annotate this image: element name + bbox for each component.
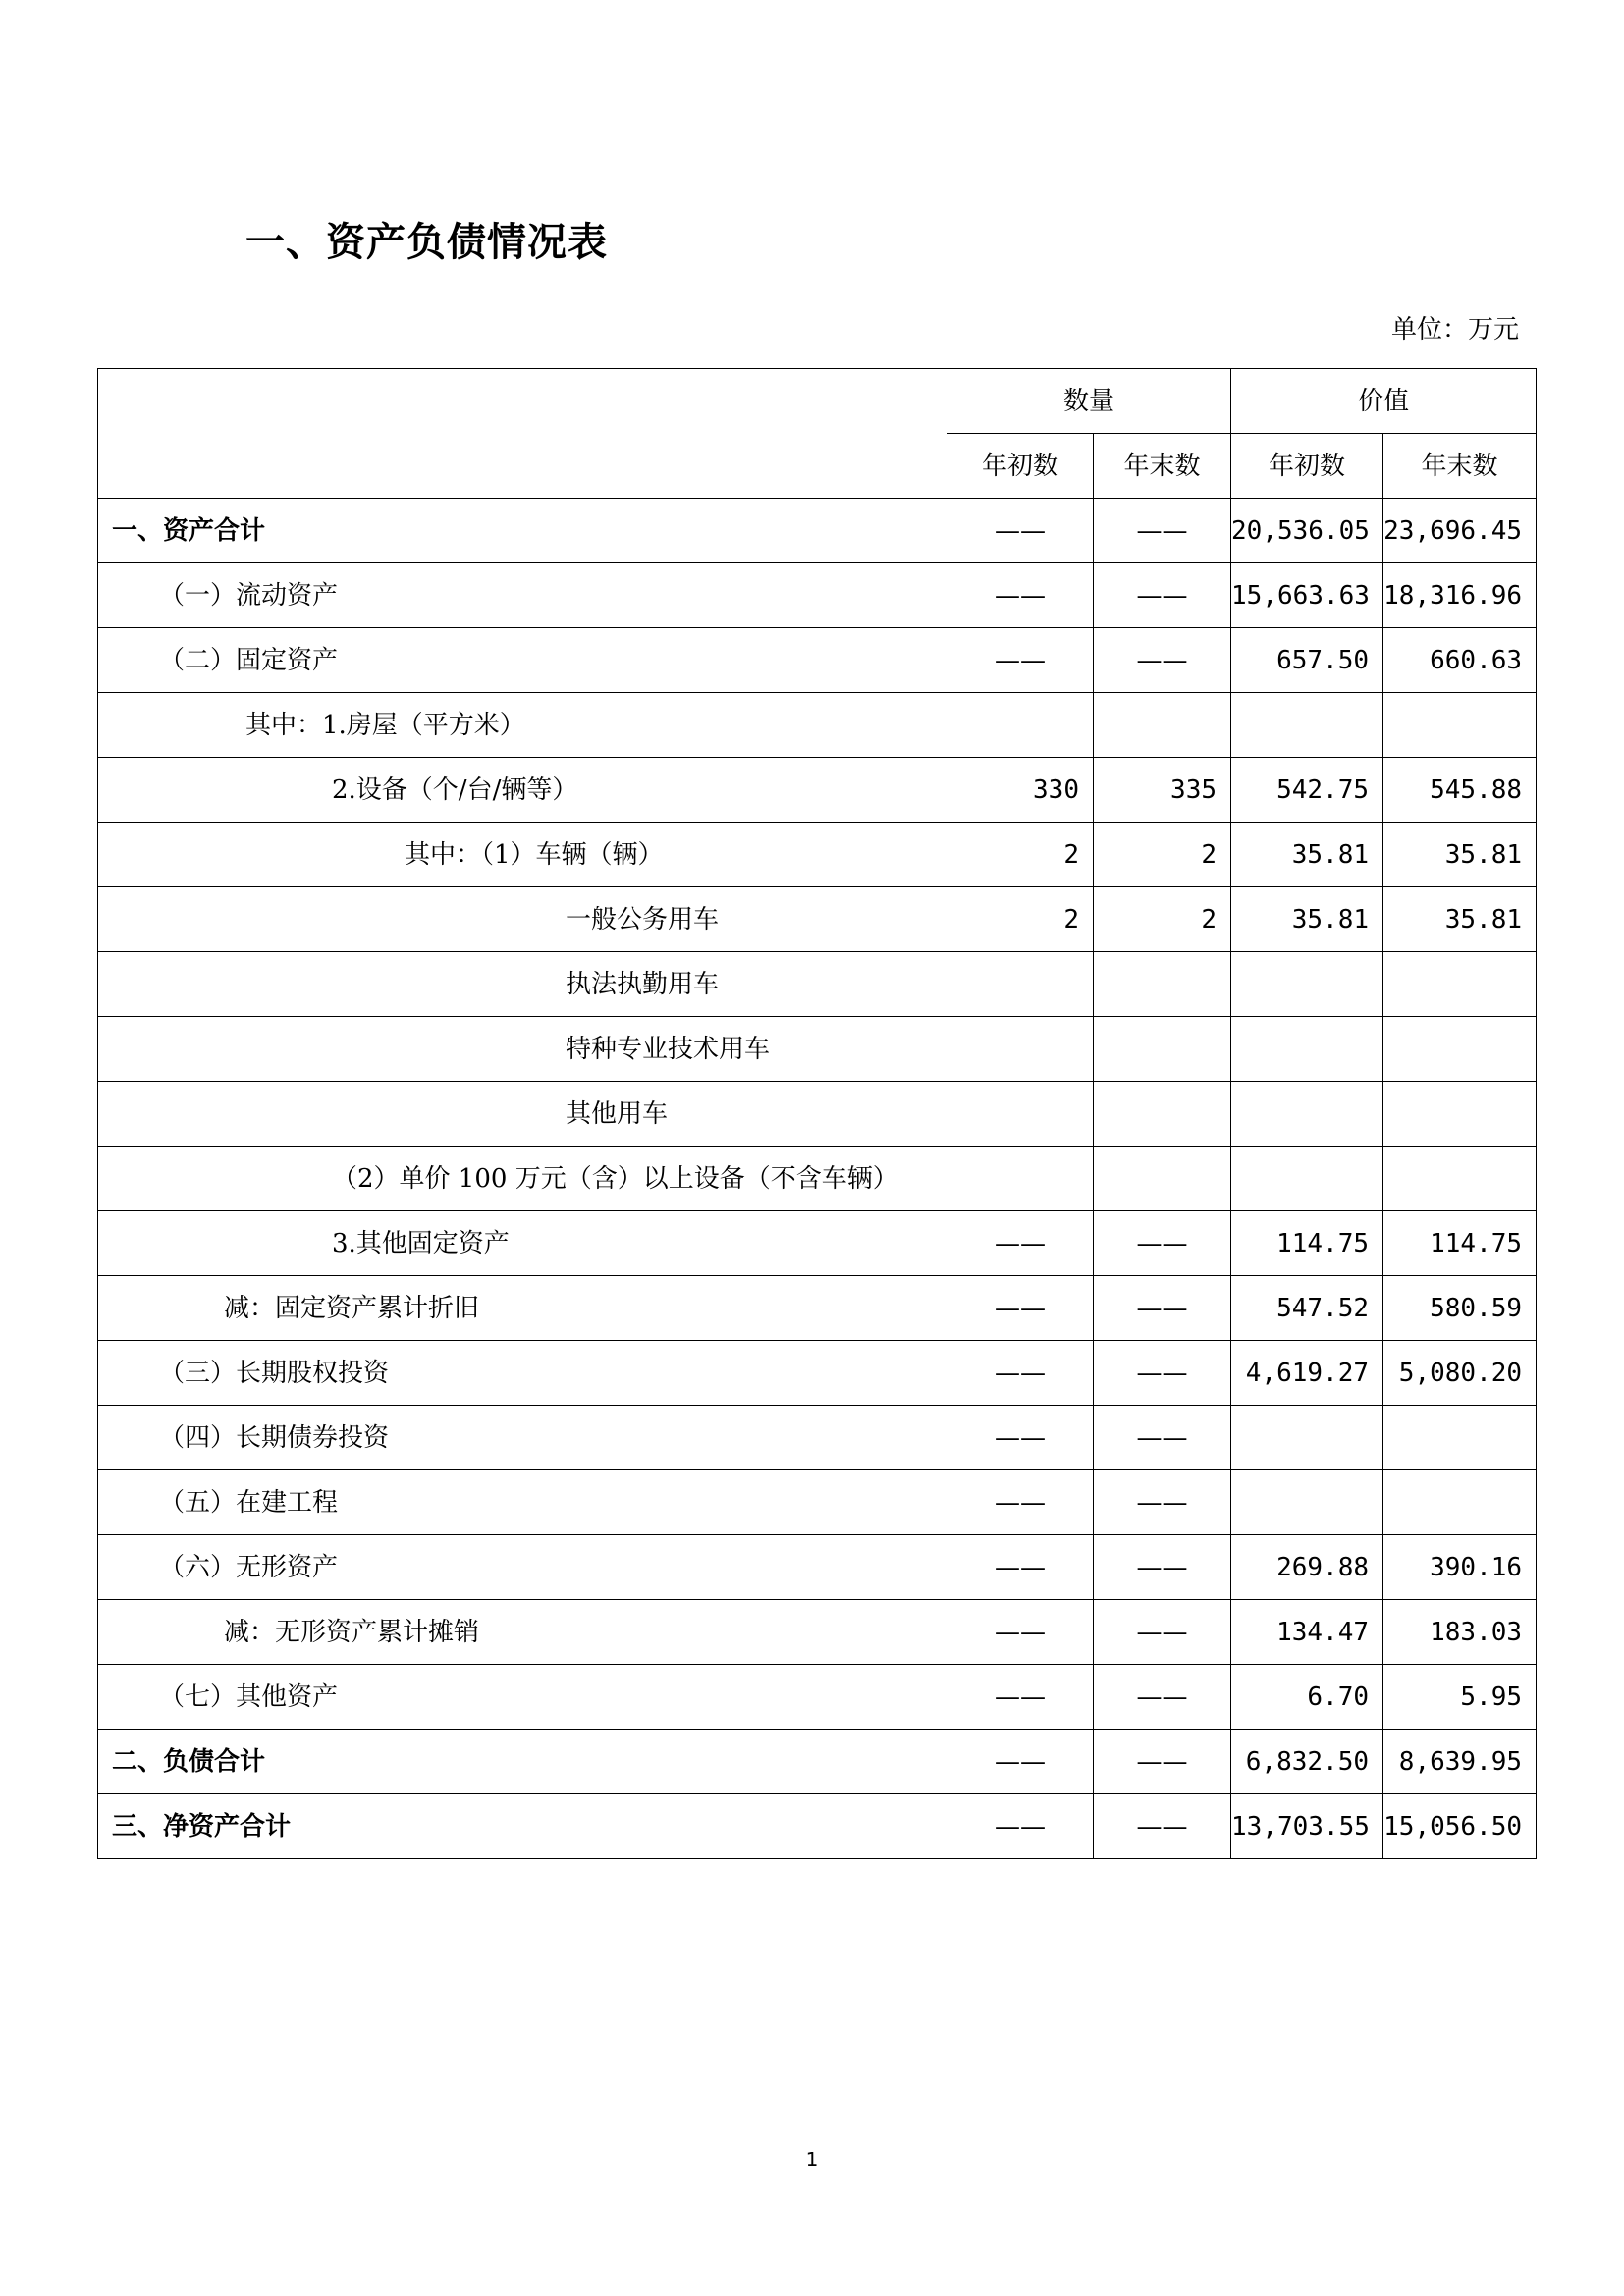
value-end-cell: 183.03 xyxy=(1383,1600,1537,1665)
table-body xyxy=(98,369,1537,1859)
header-quantity-end: 年末数 xyxy=(1094,434,1231,499)
quantity-begin-cell: —— xyxy=(947,1406,1094,1470)
row-label: 二、负债合计 xyxy=(98,1730,947,1794)
value-begin-cell: 6,832.50 xyxy=(1231,1730,1383,1794)
value-begin-cell xyxy=(1231,1406,1383,1470)
table-row xyxy=(98,499,1537,563)
quantity-end-cell: 335 xyxy=(1094,758,1231,823)
value-end-cell: 390.16 xyxy=(1383,1535,1537,1600)
row-label: （五）在建工程 xyxy=(98,1470,947,1535)
quantity-begin-cell: —— xyxy=(947,1211,1094,1276)
quantity-begin-cell: 2 xyxy=(947,887,1094,952)
value-begin-cell: 657.50 xyxy=(1231,628,1383,693)
value-end-cell: 5,080.20 xyxy=(1383,1341,1537,1406)
row-label: 其中：（1）车辆（辆） xyxy=(98,823,947,887)
table-row xyxy=(98,563,1537,628)
row-label: 减：无形资产累计摊销 xyxy=(98,1600,947,1665)
quantity-end-cell: —— xyxy=(1094,1665,1231,1730)
value-begin-cell: 547.52 xyxy=(1231,1276,1383,1341)
quantity-end-cell: —— xyxy=(1094,1211,1231,1276)
row-label: 其他用车 xyxy=(98,1082,947,1147)
value-end-cell xyxy=(1383,1017,1537,1082)
table-row xyxy=(98,1211,1537,1276)
value-begin-cell xyxy=(1231,693,1383,758)
row-label: （三）长期股权投资 xyxy=(98,1341,947,1406)
value-end-cell xyxy=(1383,1147,1537,1211)
row-label: 一般公务用车 xyxy=(98,887,947,952)
value-end-cell: 8,639.95 xyxy=(1383,1730,1537,1794)
value-begin-cell: 35.81 xyxy=(1231,887,1383,952)
quantity-begin-cell: —— xyxy=(947,1600,1094,1665)
quantity-begin-cell: —— xyxy=(947,499,1094,563)
row-label: 2.设备（个/台/辆等） xyxy=(98,758,947,823)
value-end-cell: 660.63 xyxy=(1383,628,1537,693)
value-begin-cell: 13,703.55 xyxy=(1231,1794,1383,1859)
quantity-begin-cell: 2 xyxy=(947,823,1094,887)
value-end-cell xyxy=(1383,1406,1537,1470)
table-row xyxy=(98,887,1537,952)
quantity-end-cell: —— xyxy=(1094,1794,1231,1859)
table-row xyxy=(98,1341,1537,1406)
table-row xyxy=(98,1406,1537,1470)
quantity-begin-cell xyxy=(947,693,1094,758)
row-label: （2）单价 100 万元（含）以上设备（不含车辆） xyxy=(98,1147,947,1211)
row-label: 三、净资产合计 xyxy=(98,1794,947,1859)
quantity-end-cell xyxy=(1094,1147,1231,1211)
header-value-end: 年末数 xyxy=(1383,434,1537,499)
value-end-cell: 15,056.50 xyxy=(1383,1794,1537,1859)
quantity-begin-cell: —— xyxy=(947,563,1094,628)
value-begin-cell: 269.88 xyxy=(1231,1535,1383,1600)
quantity-end-cell: —— xyxy=(1094,1276,1231,1341)
table-row xyxy=(98,1017,1537,1082)
value-begin-cell xyxy=(1231,1082,1383,1147)
quantity-begin-cell: —— xyxy=(947,1794,1094,1859)
value-end-cell xyxy=(1383,952,1537,1017)
table-row xyxy=(98,1665,1537,1730)
header-blank-cell xyxy=(98,369,947,499)
quantity-begin-cell: —— xyxy=(947,1341,1094,1406)
quantity-begin-cell: 330 xyxy=(947,758,1094,823)
quantity-end-cell: —— xyxy=(1094,499,1231,563)
header-value: 价值 xyxy=(1231,369,1537,434)
table-row xyxy=(98,1535,1537,1600)
value-begin-cell xyxy=(1231,1470,1383,1535)
table-row xyxy=(98,758,1537,823)
value-end-cell xyxy=(1383,693,1537,758)
row-label: 3.其他固定资产 xyxy=(98,1211,947,1276)
value-begin-cell xyxy=(1231,952,1383,1017)
quantity-end-cell xyxy=(1094,693,1231,758)
value-end-cell xyxy=(1383,1470,1537,1535)
value-end-cell: 35.81 xyxy=(1383,887,1537,952)
quantity-begin-cell xyxy=(947,1147,1094,1211)
quantity-begin-cell xyxy=(947,952,1094,1017)
row-label: （四）长期债券投资 xyxy=(98,1406,947,1470)
value-end-cell: 580.59 xyxy=(1383,1276,1537,1341)
value-begin-cell xyxy=(1231,1017,1383,1082)
row-label: 减：固定资产累计折旧 xyxy=(98,1276,947,1341)
quantity-begin-cell: —— xyxy=(947,1276,1094,1341)
quantity-begin-cell: —— xyxy=(947,1470,1094,1535)
row-label: 一、资产合计 xyxy=(98,499,947,563)
table-row xyxy=(98,1794,1537,1859)
header-quantity: 数量 xyxy=(947,369,1231,434)
page-title: 一、资产负债情况表 xyxy=(245,220,608,265)
row-label: （二）固定资产 xyxy=(98,628,947,693)
value-begin-cell: 134.47 xyxy=(1231,1600,1383,1665)
header-value-begin: 年初数 xyxy=(1231,434,1383,499)
quantity-end-cell: —— xyxy=(1094,1341,1231,1406)
row-label: （六）无形资产 xyxy=(98,1535,947,1600)
value-end-cell: 114.75 xyxy=(1383,1211,1537,1276)
table-row xyxy=(98,1082,1537,1147)
value-begin-cell: 6.70 xyxy=(1231,1665,1383,1730)
header-quantity-begin: 年初数 xyxy=(947,434,1094,499)
row-label: （一）流动资产 xyxy=(98,563,947,628)
row-label: （七）其他资产 xyxy=(98,1665,947,1730)
quantity-end-cell: —— xyxy=(1094,1406,1231,1470)
quantity-end-cell xyxy=(1094,952,1231,1017)
quantity-end-cell: 2 xyxy=(1094,887,1231,952)
quantity-end-cell: —— xyxy=(1094,1470,1231,1535)
row-label: 执法执勤用车 xyxy=(98,952,947,1017)
value-begin-cell: 15,663.63 xyxy=(1231,563,1383,628)
quantity-end-cell: —— xyxy=(1094,563,1231,628)
unit-label: 单位：万元 xyxy=(1390,315,1519,345)
table-row xyxy=(98,1276,1537,1341)
value-begin-cell: 542.75 xyxy=(1231,758,1383,823)
table-row xyxy=(98,693,1537,758)
value-begin-cell: 4,619.27 xyxy=(1231,1341,1383,1406)
value-end-cell: 35.81 xyxy=(1383,823,1537,887)
quantity-end-cell: —— xyxy=(1094,628,1231,693)
quantity-end-cell: —— xyxy=(1094,1535,1231,1600)
header-row-1 xyxy=(98,369,1537,434)
quantity-end-cell: —— xyxy=(1094,1730,1231,1794)
quantity-begin-cell xyxy=(947,1082,1094,1147)
quantity-end-cell xyxy=(1094,1017,1231,1082)
table-row xyxy=(98,1600,1537,1665)
row-label: 特种专业技术用车 xyxy=(98,1017,947,1082)
value-end-cell xyxy=(1383,1082,1537,1147)
value-end-cell: 5.95 xyxy=(1383,1665,1537,1730)
table-row xyxy=(98,1730,1537,1794)
value-begin-cell xyxy=(1231,1147,1383,1211)
table-row xyxy=(98,823,1537,887)
quantity-end-cell xyxy=(1094,1082,1231,1147)
quantity-begin-cell: —— xyxy=(947,1665,1094,1730)
quantity-end-cell: —— xyxy=(1094,1600,1231,1665)
value-begin-cell: 20,536.05 xyxy=(1231,499,1383,563)
quantity-begin-cell: —— xyxy=(947,1535,1094,1600)
quantity-begin-cell xyxy=(947,1017,1094,1082)
table-row xyxy=(98,1470,1537,1535)
value-end-cell: 18,316.96 xyxy=(1383,563,1537,628)
table-row xyxy=(98,628,1537,693)
table-row xyxy=(98,952,1537,1017)
row-label: 其中：1.房屋（平方米） xyxy=(98,693,947,758)
value-begin-cell: 114.75 xyxy=(1231,1211,1383,1276)
quantity-end-cell: 2 xyxy=(1094,823,1231,887)
value-begin-cell: 35.81 xyxy=(1231,823,1383,887)
table-row xyxy=(98,1147,1537,1211)
page-number: 1 xyxy=(805,2148,819,2171)
balance-sheet-table xyxy=(97,368,1537,1859)
value-end-cell: 545.88 xyxy=(1383,758,1537,823)
quantity-begin-cell: —— xyxy=(947,1730,1094,1794)
value-end-cell: 23,696.45 xyxy=(1383,499,1537,563)
quantity-begin-cell: —— xyxy=(947,628,1094,693)
